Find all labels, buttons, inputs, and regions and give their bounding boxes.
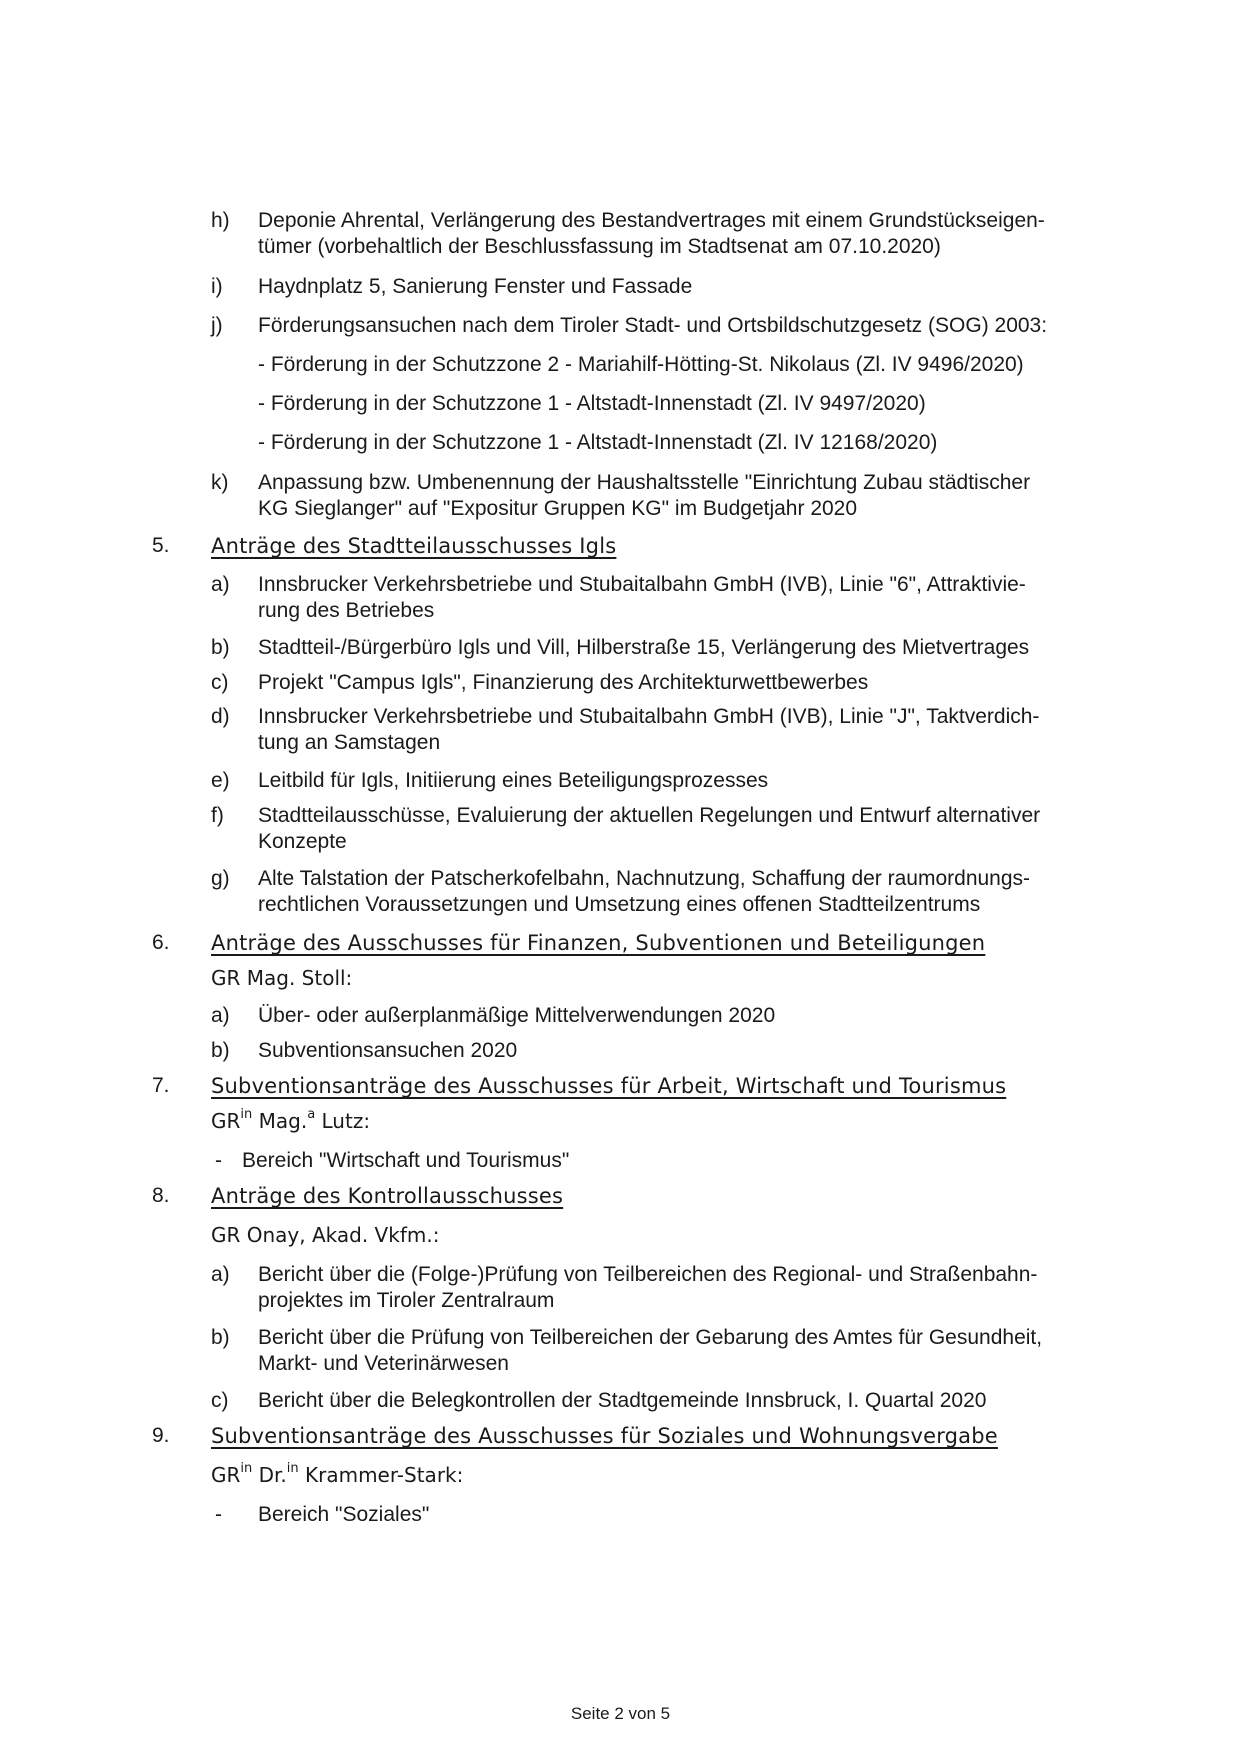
item-text-line: Haydnplatz 5, Sanierung Fenster und Fassade	[258, 275, 693, 298]
item-letter: e)	[211, 769, 230, 792]
page-footer: Seite 2 von 5	[570, 1704, 671, 1723]
item-text-line: Stadtteil-/Bürgerbüro Igls und Vill, Hilberstraße 15, Verlängerung des Mietvertrages	[258, 636, 1030, 659]
item-letter: a)	[211, 573, 230, 596]
item-letter: f)	[211, 804, 224, 827]
item-text-line: tung an Samstagen	[258, 731, 441, 754]
item-letter: b)	[211, 636, 230, 659]
item-text-line: Über- oder außerplanmäßige Mittelverwendungen 2020	[258, 1004, 776, 1027]
item-letter: c)	[211, 1389, 229, 1412]
item-letter: j)	[211, 314, 223, 337]
rapporteur: $GR^{in}$ Mag.$^a$ Lutz:	[211, 1107, 371, 1133]
sub-item: - Förderung in der Schutzzone 2 - Mariahilf-Hötting-St. Nikolaus (Zl. IV 9496/2020)	[258, 353, 1024, 376]
item-text-line: Stadtteilausschüsse, Evaluierung der aktuellen Regelungen und Entwurf alternativer	[258, 804, 1041, 827]
rapporteur: GR Onay, Akad. Vkfm.:	[211, 1223, 440, 1247]
item-letter: i)	[211, 275, 223, 298]
item-text-line: rechtlichen Voraussetzungen und Umsetzung eines offenen Stadtteilzentrums	[258, 893, 981, 916]
item-text-line: Anpassung bzw. Umbenennung der Haushaltsstelle "Einrichtung Zubau städtischer	[258, 471, 1031, 494]
item-letter: c)	[211, 671, 229, 694]
item-text-line: Innsbrucker Verkehrsbetriebe und Stubaitalbahn GmbH (IVB), Linie "6", Attraktivie-	[258, 573, 1026, 596]
item-text-line: Deponie Ahrental, Verlängerung des Bestandvertrages mit einem Grundstückseigen-	[258, 209, 1045, 232]
item-text-line: Konzepte	[258, 830, 347, 853]
item-text-line: Förderungsansuchen nach dem Tiroler Stadt- und Ortsbildschutzgesetz (SOG) 2003:	[258, 314, 1048, 337]
sub-item: - Förderung in der Schutzzone 1 - Altstadt-Innenstadt (Zl. IV 9497/2020)	[258, 392, 926, 415]
item-text-line: tümer (vorbehaltlich der Beschlussfassung im Stadtsenat am 07.10.2020)	[258, 235, 941, 258]
section-heading: Subventionsanträge des Ausschusses für Arbeit, Wirtschaft und Tourismus	[211, 1074, 1007, 1098]
section-number: 7.	[152, 1074, 170, 1097]
item-text-line: Bericht über die Prüfung von Teilbereichen der Gebarung des Amtes für Gesundheit,	[258, 1326, 1043, 1349]
item-letter: d)	[211, 705, 230, 728]
sub-item: - Förderung in der Schutzzone 1 - Altstadt-Innenstadt (Zl. IV 12168/2020)	[258, 431, 938, 454]
item-letter: h)	[211, 209, 230, 232]
item-text-line: Projekt "Campus Igls", Finanzierung des Architekturwettbewerbes	[258, 671, 869, 694]
item-letter: b)	[211, 1326, 230, 1349]
item-letter: k)	[211, 471, 229, 494]
section-number: 5.	[152, 534, 170, 557]
item-text-line: Bericht über die Belegkontrollen der Stadtgemeinde Innsbruck, I. Quartal 2020	[258, 1389, 987, 1412]
rapporteur: GR Mag. Stoll:	[211, 966, 353, 990]
item-letter: g)	[211, 867, 230, 890]
section-number: 8.	[152, 1184, 170, 1207]
item-text-line: Bereich "Wirtschaft und Tourismus"	[242, 1149, 570, 1172]
section-number: 9.	[152, 1424, 170, 1447]
item-text-line: Subventionsansuchen 2020	[258, 1039, 518, 1062]
item-text-line: KG Sieglanger" auf "Expositur Gruppen KG" im Budgetjahr 2020	[258, 497, 858, 520]
section-heading: Anträge des Ausschusses für Finanzen, Subventionen und Beteiligungen	[211, 931, 986, 955]
item-letter: a)	[211, 1263, 230, 1286]
section-heading: Anträge des Stadtteilausschusses Igls	[211, 534, 617, 558]
dash-bullet: -	[215, 1149, 222, 1172]
item-text-line: Alte Talstation der Patscherkofelbahn, Nachnutzung, Schaffung der raumordnungs-	[258, 867, 1031, 890]
item-letter: a)	[211, 1004, 230, 1027]
item-text-line: rung des Betriebes	[258, 599, 435, 622]
dash-bullet: -	[215, 1503, 222, 1526]
item-text-line: Leitbild für Igls, Initiierung eines Beteiligungsprozesses	[258, 769, 769, 792]
item-text-line: Innsbrucker Verkehrsbetriebe und Stubaitalbahn GmbH (IVB), Linie "J", Taktverdich-	[258, 705, 1040, 728]
item-text-line: Markt- und Veterinärwesen	[258, 1352, 509, 1375]
item-letter: b)	[211, 1039, 230, 1062]
section-number: 6.	[152, 931, 170, 954]
section-heading: Anträge des Kontrollausschusses	[211, 1184, 564, 1208]
rapporteur: $GR^{in}$ Dr.$^{in}$ Krammer-Stark:	[211, 1461, 464, 1487]
item-text-line: Bericht über die (Folge-)Prüfung von Teilbereichen des Regional- und Straßenbahn-	[258, 1263, 1038, 1286]
item-text-line: projektes im Tiroler Zentralraum	[258, 1289, 555, 1312]
item-text-line: Bereich "Soziales"	[258, 1503, 430, 1526]
section-heading: Subventionsanträge des Ausschusses für Soziales und Wohnungsvergabe	[211, 1424, 998, 1448]
